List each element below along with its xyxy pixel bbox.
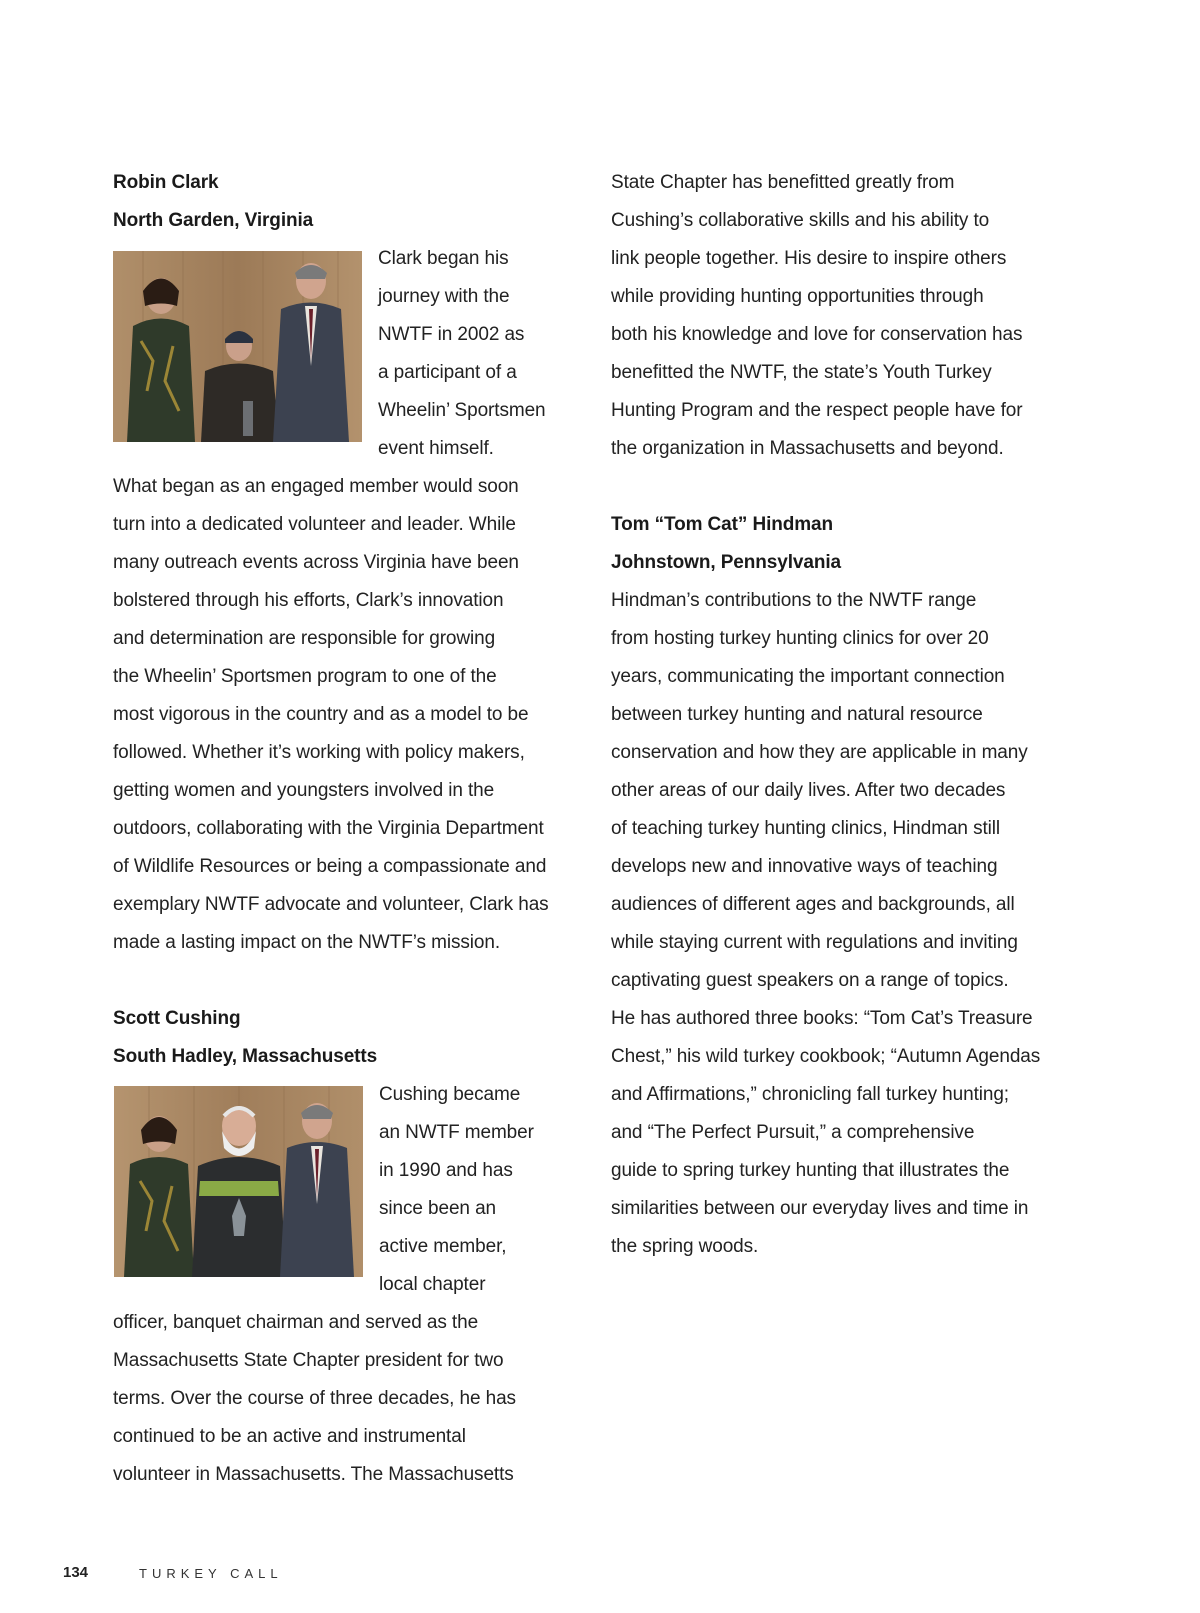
cushing-text-line-11: volunteer in Massachusetts. The Massachusetts — [113, 1464, 514, 1485]
cushing-photo — [114, 1086, 363, 1277]
clark-text-line-1: Clark began his — [378, 248, 509, 269]
cushing-text-line-9: terms. Over the course of three decades, he has — [113, 1388, 516, 1409]
clark-text-line-10: bolstered through his efforts, Clark’s innovation — [113, 590, 504, 611]
cushing-text-line-6: local chapter — [379, 1274, 486, 1295]
clark-text-line-13: most vigorous in the country and as a model to be — [113, 704, 529, 725]
hindman-location: Johnstown, Pennsylvania — [611, 552, 841, 573]
clark-text-line-4: a participant of a — [378, 362, 517, 383]
clark-text-line-16: outdoors, collaborating with the Virginia Department — [113, 818, 544, 839]
clark-text-line-14: followed. Whether it’s working with policy makers, — [113, 742, 525, 763]
cushing-cont-line-7: Hunting Program and the respect people have for — [611, 400, 1023, 421]
cushing-cont-line-5: both his knowledge and love for conservation has — [611, 324, 1023, 345]
hindman-text-line-6: other areas of our daily lives. After two decades — [611, 780, 1006, 801]
clark-text-line-2: journey with the — [378, 286, 510, 307]
hindman-text-line-4: between turkey hunting and natural resource — [611, 704, 983, 725]
cushing-text-line-3: in 1990 and has — [379, 1160, 513, 1181]
hindman-text-line-2: from hosting turkey hunting clinics for over 20 — [611, 628, 989, 649]
hindman-text-line-14: and Affirmations,” chronicling fall turkey hunting; — [611, 1084, 1009, 1105]
hindman-text-line-15: and “The Perfect Pursuit,” a comprehensive — [611, 1122, 975, 1143]
hindman-text-line-3: years, communicating the important connection — [611, 666, 1005, 687]
clark-text-line-7: What began as an engaged member would soon — [113, 476, 519, 497]
clark-text-line-19: made a lasting impact on the NWTF’s mission. — [113, 932, 501, 953]
hindman-text-line-11: captivating guest speakers on a range of topics. — [611, 970, 1009, 991]
hindman-text-line-17: similarities between our everyday lives and time in — [611, 1198, 1029, 1219]
clark-text-line-8: turn into a dedicated volunteer and leader. While — [113, 514, 516, 535]
clark-text-line-12: the Wheelin’ Sportsmen program to one of the — [113, 666, 497, 687]
hindman-text-line-12: He has authored three books: “Tom Cat’s Treasure — [611, 1008, 1033, 1029]
clark-text-line-3: NWTF in 2002 as — [378, 324, 525, 345]
cushing-text-line-4: since been an — [379, 1198, 497, 1219]
cushing-text-line-7: officer, banquet chairman and served as the — [113, 1312, 479, 1333]
cushing-text-line-2: an NWTF member — [379, 1122, 534, 1143]
clark-text-line-15: getting women and youngsters involved in the — [113, 780, 495, 801]
hindman-text-line-16: guide to spring turkey hunting that illustrates the — [611, 1160, 1010, 1181]
hindman-text-line-7: of teaching turkey hunting clinics, Hindman still — [611, 818, 1001, 839]
clark-text-line-17: of Wildlife Resources or being a compassionate and — [113, 856, 547, 877]
page-number: 134 — [63, 1564, 89, 1581]
clark-name: Robin Clark — [113, 172, 219, 193]
clark-text-line-5: Wheelin’ Sportsmen — [378, 400, 546, 421]
clark-photo-image — [113, 251, 362, 442]
hindman-text-line-13: Chest,” his wild turkey cookbook; “Autumn Agendas — [611, 1046, 1041, 1067]
hindman-text-line-8: develops new and innovative ways of teaching — [611, 856, 998, 877]
hindman-text-line-9: audiences of different ages and backgrounds, all — [611, 894, 1015, 915]
cushing-name: Scott Cushing — [113, 1008, 241, 1029]
cushing-text-line-1: Cushing became — [379, 1084, 521, 1105]
cushing-cont-line-4: while providing hunting opportunities through — [611, 286, 984, 307]
cushing-cont-line-3: link people together. His desire to inspire others — [611, 248, 1007, 269]
cushing-photo-image — [114, 1086, 363, 1277]
hindman-text-line-18: the spring woods. — [611, 1236, 759, 1257]
cushing-text-line-8: Massachusetts State Chapter president for two — [113, 1350, 504, 1371]
cushing-text-line-5: active member, — [379, 1236, 507, 1257]
clark-text-line-11: and determination are responsible for growing — [113, 628, 496, 649]
cushing-text-line-10: continued to be an active and instrumental — [113, 1426, 466, 1447]
cushing-cont-line-8: the organization in Massachusetts and beyond. — [611, 438, 1004, 459]
hindman-text-line-5: conservation and how they are applicable in many — [611, 742, 1028, 763]
hindman-text-line-1: Hindman’s contributions to the NWTF range — [611, 590, 977, 611]
cushing-location: South Hadley, Massachusetts — [113, 1046, 378, 1067]
clark-text-line-18: exemplary NWTF advocate and volunteer, Clark has — [113, 894, 549, 915]
cushing-cont-line-2: Cushing’s collaborative skills and his ability to — [611, 210, 990, 231]
hindman-text-line-10: while staying current with regulations and inviting — [611, 932, 1018, 953]
publication-name: TURKEY CALL — [139, 1566, 283, 1581]
clark-location: North Garden, Virginia — [113, 210, 314, 231]
clark-text-line-9: many outreach events across Virginia have been — [113, 552, 519, 573]
clark-text-line-6: event himself. — [378, 438, 494, 459]
hindman-name: Tom “Tom Cat” Hindman — [611, 514, 834, 535]
clark-photo — [113, 251, 362, 442]
cushing-cont-line-1: State Chapter has benefitted greatly from — [611, 172, 955, 193]
cushing-cont-line-6: benefitted the NWTF, the state’s Youth Turkey — [611, 362, 992, 383]
